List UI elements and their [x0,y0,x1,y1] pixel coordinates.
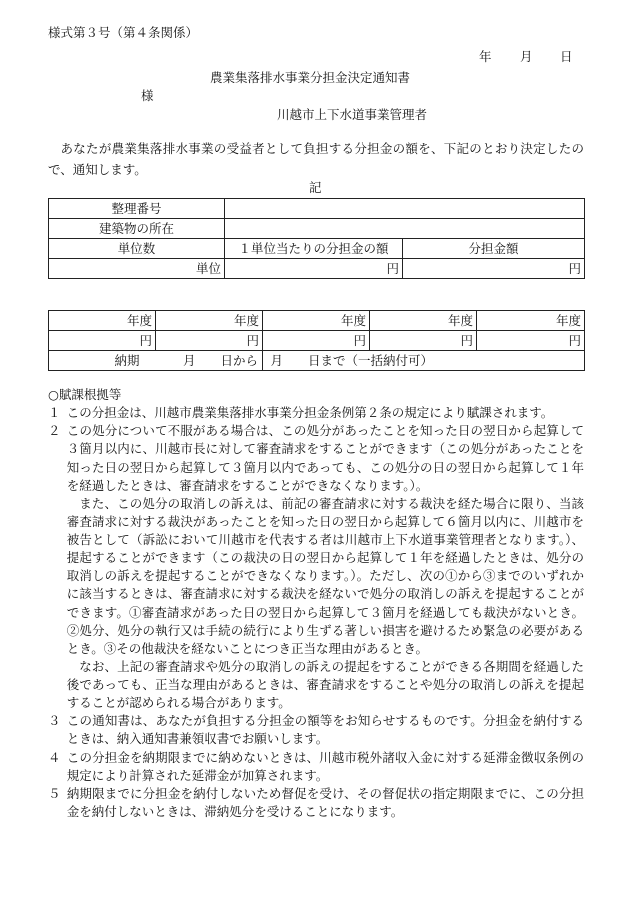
notes-section [48,386,584,821]
assessment-table [48,198,585,279]
unit-count-header: 単位数 [49,239,225,259]
installment-table [48,310,585,371]
date-day: 日 [560,49,573,64]
nendo-cell: 年度 [370,311,477,331]
amount-value: 円 [403,259,585,279]
noki-value [183,351,585,371]
note-1 [48,404,584,422]
note-3 [48,712,584,748]
amount-header: 分担金額 [403,239,585,259]
notes-heading: ○賦課根拠等 [48,387,122,402]
yen-cell: 円 [370,331,477,351]
yen-cell: 円 [477,331,585,351]
note-5 [48,785,584,821]
nendo-cell: 年度 [263,311,370,331]
nendo-cell: 年度 [156,311,263,331]
note-4-text: この分担金を納期限までに納めないときは、川越市税外諸収入金に対する延滞金徴収条例の規定により計算された延滞金が加算されます。 [66,749,584,783]
per-unit-header: １単位当たりの分担金の額 [225,239,403,259]
note-2-text: この処分について不服がある場合は、この処分があったことを知った日の翌日から起算して３箇月以内に、川越市長に対して審査請求をすることができます（この処分があったことを知った日の翌日から起算して３箇月以内であっても、この処分の日の翌日から起算して１年を経過したときは、審査請求をすることができなくなります。）。 [66,423,584,493]
seiri-label: 整理番号 [49,199,225,219]
noki-text: 月 日から 月 日まで（一括納付可） [183,353,434,368]
unit-count-value: 単位 [49,259,225,279]
noki-label: 納期 [49,351,263,371]
note-4-number: ４ [48,749,61,765]
date-year: 年 [479,49,492,64]
note-2c: なお、上記の審査請求や処分の取消しの訴えの提起をすることができる各期間を経過した後であっても、正当な理由があるときは、審査請求をすることや処分の取消しの訴えを提起することが認められる場合があります。 [66,658,584,711]
shozai-label: 建築物の所在 [49,219,225,239]
note-2-number: ２ [48,423,61,439]
intro-paragraph: あなたが農業集落排水事業の受益者として負担する分担金の額を、下記のとおり決定したので、通知します。 [48,141,584,177]
table-row [49,219,585,239]
issuer-name: 川越市上下水道事業管理者 [277,107,428,122]
nendo-cell: 年度 [477,311,585,331]
table-row [49,199,585,219]
seiri-value [225,199,585,219]
table-row [49,311,585,331]
nendo-cell: 年度 [49,311,156,331]
table-row [49,331,585,351]
note-3-number: ３ [48,713,61,729]
yen-cell: 円 [156,331,263,351]
note-5-text: 納期限までに分担金を納付しないため督促を受け、その督促状の指定期限までに、この分担金を納付しないときは、滞納処分を受けることになります。 [66,785,584,819]
shozai-value [225,219,585,239]
note-2b: また、この処分の取消しの訴えは、前記の審査請求に対する裁決を経た場合に限り、当該審査請求に対する裁決があったことを知った日の翌日から起算して６箇月以内に、川越市を被告として（訴訟において川越市を代表する者は川越市上下水道事業管理者となります。）、提起することができます（この裁決の日の翌日から起算して１年を経過したときは、処分の取消しの訴えを提起することができなくなります。）。ただし、次の①から③までのいずれかに該当するときは、審査請求に対する裁決を経ないで処分の取消しの訴えを提起することができます。①審査請求があった日の翌日から起算して３箇月を経過しても裁決がないとき。②処分、処分の執行又は手続の続行により生ずる著しい損害を避けるため緊急の必要があるとき。③その他裁決を経ないことにつき正当な理由があるとき。 [66,495,584,656]
note-4 [48,749,584,785]
table-row [49,239,585,259]
yen-cell: 円 [49,331,156,351]
note-3-text: この通知書は、あなたが負担する分担金の額等をお知らせするものです。分担金を納付するときは、納入通知書兼領収書でお願いします。 [66,713,584,747]
document-title: 農業集落排水事業分担金決定通知書 [210,70,411,85]
yen-cell: 円 [263,331,370,351]
table-row [49,351,585,371]
date-month: 月 [520,49,533,64]
note-5-number: ５ [48,785,61,801]
note-1-text: この分担金は、川越市農業集落排水事業分担金条例第２条の規定により賦課されます。 [66,405,554,421]
table-row [49,259,585,279]
note-1-number: １ [48,405,61,421]
note-2 [48,422,584,495]
recipient-suffix: 様 [141,88,154,103]
ki-label: 記 [309,180,322,195]
form-label: 様式第３号（第４条関係） [48,25,199,40]
per-unit-value: 円 [225,259,403,279]
